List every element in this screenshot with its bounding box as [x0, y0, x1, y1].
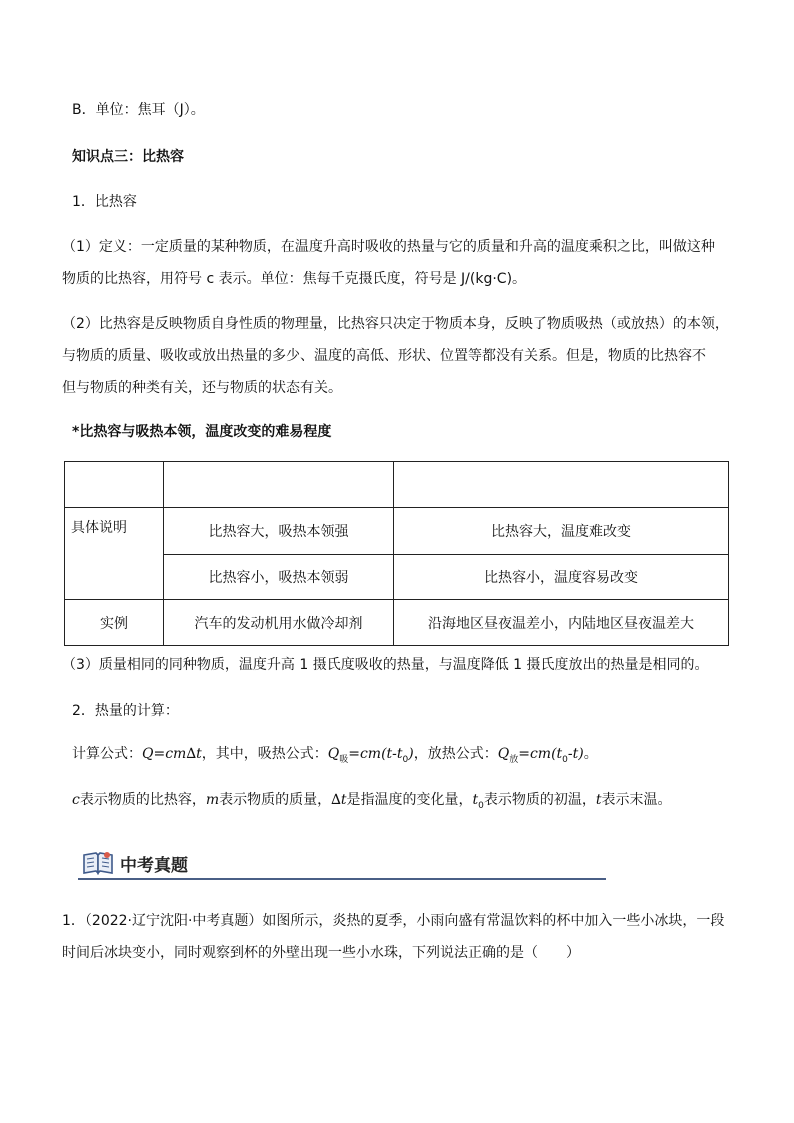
property-line-1: （2）比热容是反映物质自身性质的物理量，比热容只决定于物质本身，反映了物质吸热（或放热）的本领，: [62, 316, 729, 332]
table-cell: [394, 462, 729, 508]
symbol-c: c: [72, 792, 80, 808]
specific-heat-table: [64, 461, 729, 646]
expl-text: 表示物质的质量，: [219, 792, 332, 808]
formula-absorb-close: ): [408, 746, 414, 762]
formula-line: [72, 744, 598, 770]
formula-mid2: ，放热公式：: [413, 746, 498, 762]
table-cell: 比热容小，温度容易改变: [394, 555, 729, 600]
table-cell: 比热容小，吸热本领弱: [164, 555, 394, 600]
same-substance-note: （3）质量相同的同种物质，温度升高 1 摄氏度吸收的热量，与温度降低 1 摄氏度放出的热量是相同的。: [62, 657, 709, 673]
formula-q-absorb: Q: [327, 746, 340, 762]
question-line-2: 时间后冰块变小，同时观察到杯的外壁出现一些小水珠，下列说法正确的是（ ）: [62, 945, 580, 961]
symbol-t0: t: [472, 792, 479, 808]
section-header: [78, 848, 606, 880]
subscript-release: 放: [509, 754, 519, 765]
expl-text: 是指温度的变化量，: [346, 792, 473, 808]
property-paragraph: [62, 308, 732, 404]
expl-text: 表示末温。: [601, 792, 672, 808]
knowledge-point-title: 知识点三：比热容: [72, 149, 184, 165]
row-label-description: 具体说明: [71, 520, 127, 536]
property-line-2: 与物质的质量、吸收或放出热量的多少、温度的高低、形状、位置等都没有关系。但是，物质的比热容不: [62, 348, 706, 364]
table-cell: [65, 508, 164, 600]
subscript-zero: 0: [402, 754, 409, 765]
unit-line: B．单位：焦耳（J）。: [72, 102, 205, 118]
question-line-1: 1．（2022·辽宁沈阳·中考真题）如图所示，炎热的夏季，小雨向盛有常温饮料的杯中加入一些小冰块，一段: [62, 913, 725, 929]
symbol-t: t: [595, 792, 602, 808]
subscript-absorb: 吸: [339, 754, 349, 765]
question-1: [62, 905, 732, 969]
formula-release-tail: -t): [567, 746, 584, 762]
table-cell: 汽车的发动机用水做冷却剂: [164, 600, 394, 646]
symbol-dt: ∆t: [331, 792, 347, 808]
symbol-m: m: [205, 792, 220, 808]
subscript-zero: 0: [478, 800, 484, 811]
table-row: [65, 600, 729, 646]
section-divider: [78, 878, 606, 880]
subscript-zero: 0: [562, 754, 568, 765]
table-cell: 比热容大，吸热本领强: [164, 508, 394, 555]
formula-prefix: 计算公式：: [72, 746, 142, 762]
formula-release: =cm(t: [518, 746, 563, 762]
table-cell: 实例: [65, 600, 164, 646]
definition-paragraph: [62, 231, 732, 295]
expl-text: 表示物质的初温，: [483, 792, 596, 808]
formula-q-release: Q: [497, 746, 510, 762]
table-cell: 沿海地区昼夜温差小，内陆地区昼夜温差大: [394, 600, 729, 646]
section-title: 中考真题: [120, 856, 188, 876]
table-cell: [164, 462, 394, 508]
formula-q: Q: [142, 746, 154, 762]
table-row: [65, 508, 729, 555]
definition-line-1: （1）定义：一定质量的某种物质，在温度升高时吸收的热量与它的质量和升高的温度乘积之比，叫做这种: [62, 239, 715, 255]
expl-text: 表示物质的比热容，: [79, 792, 206, 808]
formula-main: =cm∆t: [153, 746, 202, 762]
table-title: *比热容与吸热本领，温度改变的难易程度: [72, 424, 332, 440]
table-cell: 比热容大，温度难改变: [394, 508, 729, 555]
symbol-explanation: [72, 790, 672, 816]
formula-mid1: ，其中，吸热公式：: [201, 746, 328, 762]
open-book-icon: [82, 850, 114, 876]
definition-line-2: 物质的比热容，用符号 c 表示。单位：焦每千克摄氏度，符号是 J/(kg·C)。: [62, 271, 527, 287]
formula-end: 。: [583, 746, 598, 762]
item2-heading: 2．热量的计算：: [72, 703, 179, 719]
table-cell: [65, 462, 164, 508]
item1-heading: 1．比热容: [72, 194, 137, 210]
table-row: [65, 555, 729, 600]
property-line-3: 但与物质的种类有关，还与物质的状态有关。: [62, 380, 342, 396]
formula-absorb: =cm(t-t: [348, 746, 403, 762]
table-row: [65, 462, 729, 508]
